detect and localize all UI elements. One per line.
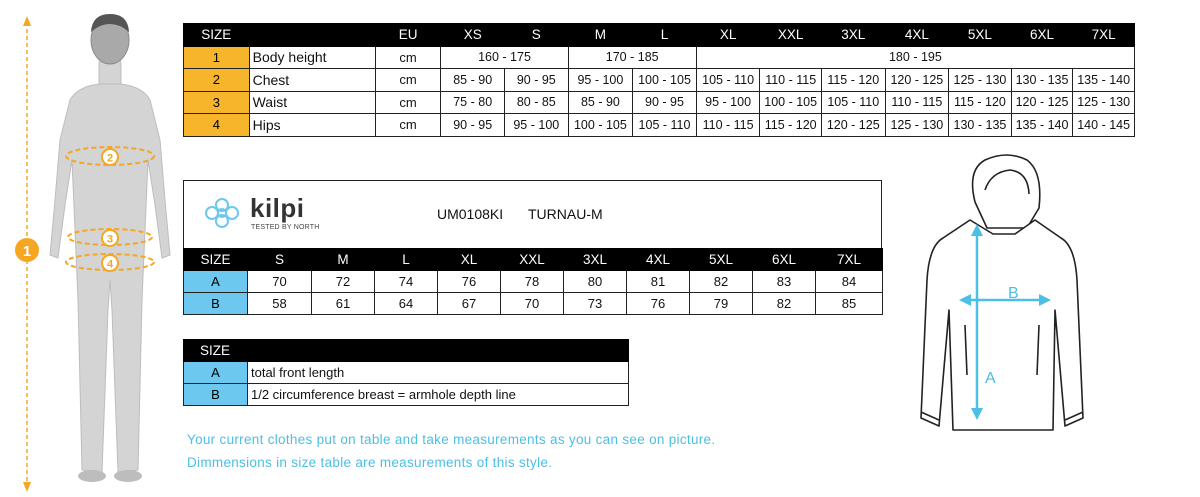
value-cell: 95 - 100 xyxy=(568,69,633,92)
value-cell: 83 xyxy=(753,271,816,293)
value-cell: 105 - 110 xyxy=(633,114,697,137)
unit-cell: cm xyxy=(375,114,441,137)
value-cell: 140 - 145 xyxy=(1073,114,1135,137)
brand-name: kilpi xyxy=(250,193,305,223)
svg-text:1: 1 xyxy=(22,243,32,260)
value-cell: 115 - 120 xyxy=(949,91,1012,114)
value-cell: 130 - 135 xyxy=(949,114,1012,137)
value-cell: 90 - 95 xyxy=(441,114,505,137)
row-number: 2 xyxy=(184,69,250,92)
value-cell: 115 - 120 xyxy=(760,114,822,137)
table-row xyxy=(184,91,1135,114)
row-key: A xyxy=(184,271,248,293)
table-row xyxy=(184,293,883,315)
value-cell: 120 - 125 xyxy=(885,69,949,92)
value-cell: 120 - 125 xyxy=(821,114,885,137)
value-cell: 80 xyxy=(564,271,627,293)
value-cell: 70 xyxy=(501,293,564,315)
svg-text:2: 2 xyxy=(106,152,114,165)
header-cell: SIZE xyxy=(184,24,250,47)
value-cell: 160 - 175 xyxy=(441,46,568,69)
value-cell: 82 xyxy=(690,271,753,293)
header-cell: SIZE xyxy=(184,340,248,362)
table-row xyxy=(184,384,629,406)
row-label: Hips xyxy=(249,114,375,137)
legend-text: 1/2 circumference breast = armhole depth line xyxy=(248,384,629,406)
label-a: A xyxy=(985,370,996,387)
size-table xyxy=(183,23,1135,137)
value-cell: 135 - 140 xyxy=(1011,114,1073,137)
value-cell: 115 - 120 xyxy=(821,69,885,92)
svg-text:3: 3 xyxy=(106,233,114,246)
header-cell: M xyxy=(312,249,375,271)
unit-cell: cm xyxy=(375,91,441,114)
unit-cell: cm xyxy=(375,69,441,92)
value-cell: 125 - 130 xyxy=(1073,91,1135,114)
header-cell: L xyxy=(375,249,438,271)
header-cell: S xyxy=(505,24,569,47)
value-cell: 72 xyxy=(312,271,375,293)
header-cell: XL xyxy=(438,249,501,271)
header-cell: XS xyxy=(441,24,505,47)
row-number: 1 xyxy=(184,46,250,69)
row-label: Body height xyxy=(249,46,375,69)
value-cell: 78 xyxy=(501,271,564,293)
header-cell: 6XL xyxy=(1011,24,1073,47)
product-size-table xyxy=(183,248,883,315)
table-row xyxy=(184,114,1135,137)
value-cell: 110 - 115 xyxy=(696,114,760,137)
header-cell: 3XL xyxy=(564,249,627,271)
value-cell: 82 xyxy=(753,293,816,315)
value-cell: 64 xyxy=(375,293,438,315)
legend-header xyxy=(184,340,629,362)
header-cell: M xyxy=(568,24,633,47)
value-cell: 70 xyxy=(248,271,312,293)
value-cell: 84 xyxy=(816,271,883,293)
value-cell: 75 - 80 xyxy=(441,91,505,114)
header-cell: XL xyxy=(696,24,760,47)
note-line-2: Dimmensions in size table are measurements of this style. xyxy=(187,455,553,470)
value-cell: 180 - 195 xyxy=(696,46,1134,69)
row-key: A xyxy=(184,362,248,384)
value-cell: 80 - 85 xyxy=(505,91,569,114)
unit-cell: cm xyxy=(375,46,441,69)
header-cell: 7XL xyxy=(1073,24,1135,47)
header-cell: SIZE xyxy=(184,249,248,271)
product-table-header xyxy=(184,249,883,271)
product-name: TURNAU-M xyxy=(528,206,603,222)
value-cell: 100 - 105 xyxy=(568,114,633,137)
value-cell: 76 xyxy=(438,271,501,293)
table-row xyxy=(184,69,1135,92)
value-cell: 105 - 110 xyxy=(696,69,760,92)
header-cell: S xyxy=(248,249,312,271)
value-cell: 73 xyxy=(564,293,627,315)
value-cell: 79 xyxy=(690,293,753,315)
value-cell: 130 - 135 xyxy=(1011,69,1073,92)
marker-4 xyxy=(102,255,118,271)
header-cell: 3XL xyxy=(821,24,885,47)
legend-text: total front length xyxy=(248,362,629,384)
note-line-1: Your current clothes put on table and take measurements as you can see on picture. xyxy=(187,432,716,447)
svg-text:4: 4 xyxy=(106,258,114,271)
value-cell: 125 - 130 xyxy=(949,69,1012,92)
header-cell: XXL xyxy=(760,24,822,47)
header-cell: 5XL xyxy=(949,24,1012,47)
header-cell: 5XL xyxy=(690,249,753,271)
value-cell: 85 - 90 xyxy=(441,69,505,92)
product-header-box xyxy=(183,180,882,248)
row-key: B xyxy=(184,293,248,315)
header-cell: 7XL xyxy=(816,249,883,271)
value-cell: 110 - 115 xyxy=(760,69,822,92)
value-cell: 95 - 100 xyxy=(505,114,569,137)
body-measurement-figure xyxy=(0,0,180,497)
header-cell xyxy=(248,340,629,362)
marker-1 xyxy=(15,238,39,262)
value-cell: 170 - 185 xyxy=(568,46,696,69)
value-cell: 76 xyxy=(627,293,690,315)
value-cell: 85 - 90 xyxy=(568,91,633,114)
row-number: 3 xyxy=(184,91,250,114)
kilpi-knot-logo-icon xyxy=(200,196,244,230)
marker-3 xyxy=(102,230,118,246)
table-row xyxy=(184,271,883,293)
row-label: Waist xyxy=(249,91,375,114)
header-cell: 4XL xyxy=(627,249,690,271)
size-table-header xyxy=(184,24,1135,47)
value-cell: 67 xyxy=(438,293,501,315)
value-cell: 74 xyxy=(375,271,438,293)
value-cell: 125 - 130 xyxy=(885,114,949,137)
value-cell: 85 xyxy=(816,293,883,315)
brand-tagline: TESTED BY NORTH xyxy=(251,224,320,231)
product-code: UM0108KI xyxy=(437,206,504,222)
value-cell: 58 xyxy=(248,293,312,315)
label-b: B xyxy=(1008,285,1019,302)
table-row xyxy=(184,46,1135,69)
header-cell: L xyxy=(633,24,697,47)
table-row xyxy=(184,362,629,384)
value-cell: 120 - 125 xyxy=(1011,91,1073,114)
value-cell: 81 xyxy=(627,271,690,293)
header-cell: EU xyxy=(375,24,441,47)
row-label: Chest xyxy=(249,69,375,92)
header-cell: 4XL xyxy=(885,24,949,47)
header-cell: 6XL xyxy=(753,249,816,271)
value-cell: 135 - 140 xyxy=(1073,69,1135,92)
value-cell: 100 - 105 xyxy=(760,91,822,114)
header-cell xyxy=(249,24,375,47)
value-cell: 105 - 110 xyxy=(821,91,885,114)
header-cell: XXL xyxy=(501,249,564,271)
value-cell: 95 - 100 xyxy=(696,91,760,114)
marker-2 xyxy=(102,149,118,165)
row-key: B xyxy=(184,384,248,406)
value-cell: 110 - 115 xyxy=(885,91,949,114)
jacket-illustration xyxy=(915,150,1090,445)
value-cell: 90 - 95 xyxy=(633,91,697,114)
value-cell: 90 - 95 xyxy=(505,69,569,92)
value-cell: 61 xyxy=(312,293,375,315)
row-number: 4 xyxy=(184,114,250,137)
value-cell: 100 - 105 xyxy=(633,69,697,92)
legend-table xyxy=(183,339,629,406)
